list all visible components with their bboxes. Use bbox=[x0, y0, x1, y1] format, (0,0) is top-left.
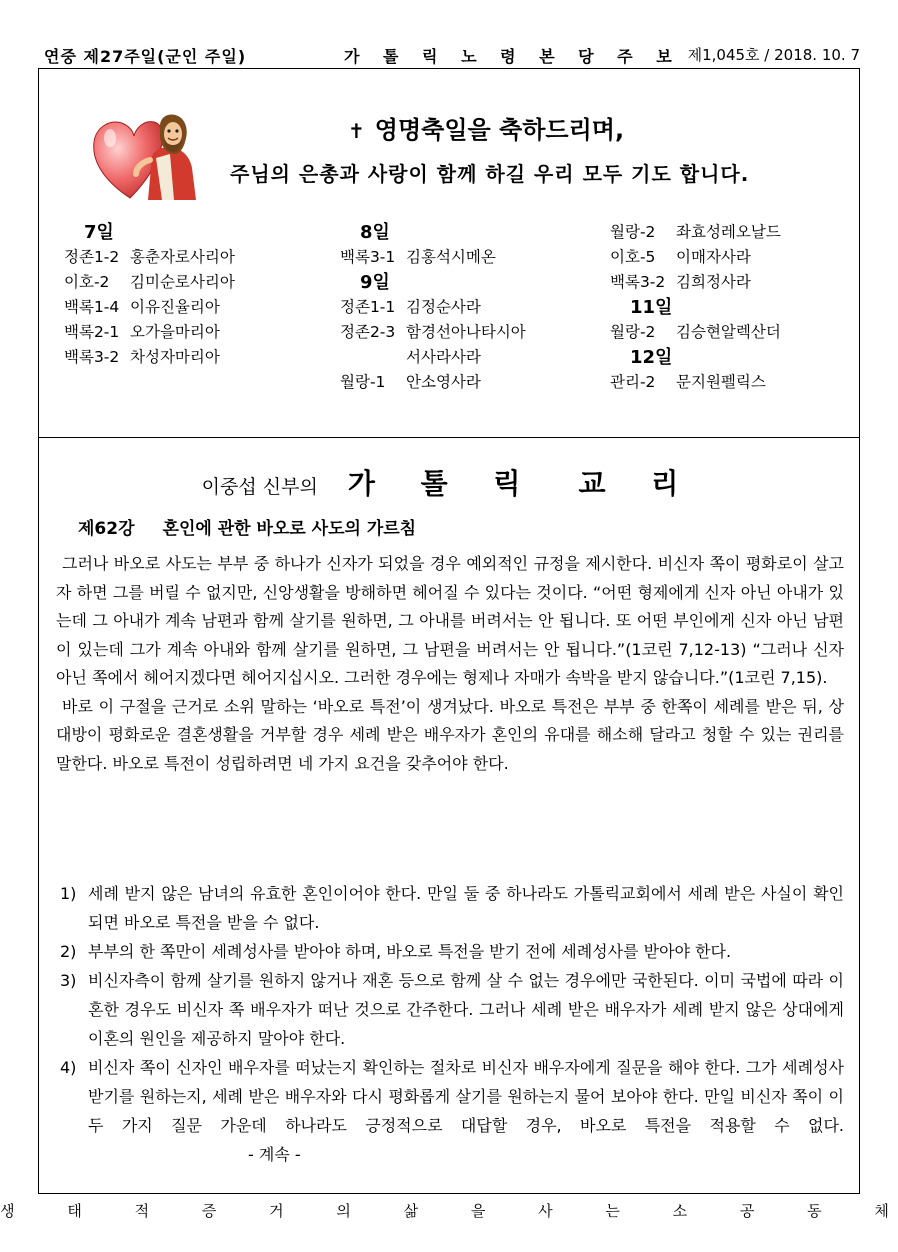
feast-day-label: 7일 bbox=[84, 222, 114, 243]
condition-item: 3) 비신자측이 함께 살기를 원하지 않거나 재혼 등으로 함께 살 수 없는 경우에만 국한된다. 이미 국법에 따라 이혼한 경우도 비신자 쪽 배우자가 떠난 것으로 간주한다. 그러나 세례 받은 배우자가 세례 받지 않은 상대에게 이혼의 원인을 제공하지 말아야 한다. bbox=[60, 971, 844, 1048]
cross-icon: ✝ bbox=[348, 119, 365, 143]
lesson-number: 제62강 bbox=[78, 519, 135, 539]
feast-entry: 정존1-2 홍춘자로사리아 bbox=[64, 248, 235, 266]
lecture-heading bbox=[0, 462, 898, 502]
feast-entry: 정존2-3 함경선아나타시아 bbox=[340, 323, 526, 341]
heart-jesus-illustration bbox=[90, 108, 200, 204]
feast-column-3 bbox=[610, 220, 781, 395]
feast-entry: 월랑-2 김승현알렉산더 bbox=[610, 323, 781, 341]
bulletin-header bbox=[44, 44, 860, 66]
feast-day-label: 12일 bbox=[630, 347, 673, 368]
body-paragraph: 바로 이 구절을 근거로 소위 말하는 ‘바오로 특전’이 생겨났다. 바오로 특전은 부부 중 한쪽이 세례를 받은 뒤, 상대방이 평화로운 결혼생활을 거부할 경우 세례 받은 배우자가 혼인의 유대를 해소해 달라고 청할 수 있는 권리를 말한다. 바오로 특전이 성립하려면 네 가지 요건을 갖추어야 한다. bbox=[56, 696, 844, 773]
bulletin-title: 가 톨 릭 노 령 본 당 주 보 bbox=[344, 47, 681, 66]
lecture-title-part2: 교 리 bbox=[578, 467, 697, 500]
feast-entry: 백록3-2 김희정사라 bbox=[610, 273, 751, 291]
feast-column-1 bbox=[64, 220, 235, 370]
feast-entry: 관리-2 문지원펠릭스 bbox=[610, 373, 766, 391]
feast-entry: 월랑-2 좌효성레오날드 bbox=[610, 223, 781, 241]
feast-entry: 백록1-4 이유진율리아 bbox=[64, 298, 220, 316]
lecture-body bbox=[56, 550, 844, 778]
condition-item: 2) 부부의 한 쪽만이 세례성사를 받아야 하며, 바오로 특전을 받기 전에 세례성사를 받아야 한다. bbox=[60, 942, 732, 961]
feast-entry-continuation: 서사라사라 bbox=[406, 348, 481, 366]
lecture-author: 이중섭 신부의 bbox=[201, 476, 318, 498]
feast-entry: 이호-5 이매자사라 bbox=[610, 248, 751, 266]
feast-entry: 백록3-2 차성자마리아 bbox=[64, 348, 220, 366]
feast-greeting-line1: ✝ 영명축일을 축하드리며, bbox=[348, 116, 625, 144]
feast-day-label: 8일 bbox=[360, 222, 390, 243]
lesson-heading bbox=[78, 514, 416, 539]
feast-column-2 bbox=[340, 220, 526, 395]
feast-entry: 백록3-1 김홍석시메온 bbox=[340, 248, 496, 266]
feast-entry: 월랑-1 안소영사라 bbox=[340, 373, 481, 391]
condition-item: 1) 세례 받지 않은 남녀의 유효한 혼인이어야 한다. 만일 둘 중 하나라도 가톨릭교회에서 세례 받은 사실이 확인되면 바오로 특전을 받을 수 없다. bbox=[60, 884, 844, 932]
feast-day-label: 11일 bbox=[630, 297, 673, 318]
lecture-title-part1: 가 톨 릭 bbox=[347, 467, 539, 500]
conditions-list bbox=[56, 879, 844, 1169]
continued-marker: - 계속 - bbox=[248, 1145, 301, 1164]
feast-entry: 정존1-1 김정순사라 bbox=[340, 298, 481, 316]
liturgical-day: 연중 제27주일(군인 주일) bbox=[44, 47, 247, 66]
condition-item: 4) 비신자 쪽이 신자인 배우자를 떠났는지 확인하는 절차로 비신자 배우자에게 질문을 해야 한다. 그가 세례성사 받기를 원하는지, 세례 받은 배우자와 다시 평화롭게 살기를 원하는지 물어 보아야 한다. 만일 비신자 쪽이 이 두 가지 질문 가운데 하나라도 긍정적으로 대답할 경우, 바오로 특전을 적용할 수 없다.- 계속 - bbox=[56, 1053, 844, 1169]
lesson-title: 혼인에 관한 바오로 사도의 가르침 bbox=[162, 519, 417, 539]
feast-entry: 이호-2 김미순로사리아 bbox=[64, 273, 235, 291]
body-paragraph: 그러나 바오로 사도는 부부 중 하나가 신자가 되었을 경우 예외적인 규정을 제시한다. 비신자 쪽이 평화로이 살고자 하면 그를 버릴 수 없지만, 신앙생활을 방해하면 헤어질 수 있다는 것이다. “어떤 형제에게 신자 아닌 아내가 있는데 그 아내가 계속 남편과 함께 살기를 원하면, 그 아내를 버려서는 안 됩니다. 또 어떤 부인에게 신자 아닌 남편이 있는데 그가 계속 아내와 함께 살기를 원하면, 그 남편을 버려서는 안 됩니다.”(1코린 7,12-13) “그러나 신자 아닌 쪽에서 헤어지겠다면 헤어지십시오. 그러한 경우에는 형제나 자매가 속박을 받지 않습니다.”(1코린 7,15). bbox=[56, 554, 844, 687]
feast-day-label: 9일 bbox=[360, 272, 390, 293]
issue-number-date: 제1,045호 / 2018. 10. 7 bbox=[687, 46, 860, 64]
bulletin-footer-motto: 생 태 적 증 거 의 삶 을 사 는 소 공 동 체 bbox=[0, 1202, 898, 1220]
feast-greeting-line2: 주님의 은총과 사랑이 함께 하길 우리 모두 기도 합니다. bbox=[230, 162, 750, 186]
feast-entry: 백록2-1 오가을마리아 bbox=[64, 323, 220, 341]
section-divider bbox=[38, 437, 860, 438]
